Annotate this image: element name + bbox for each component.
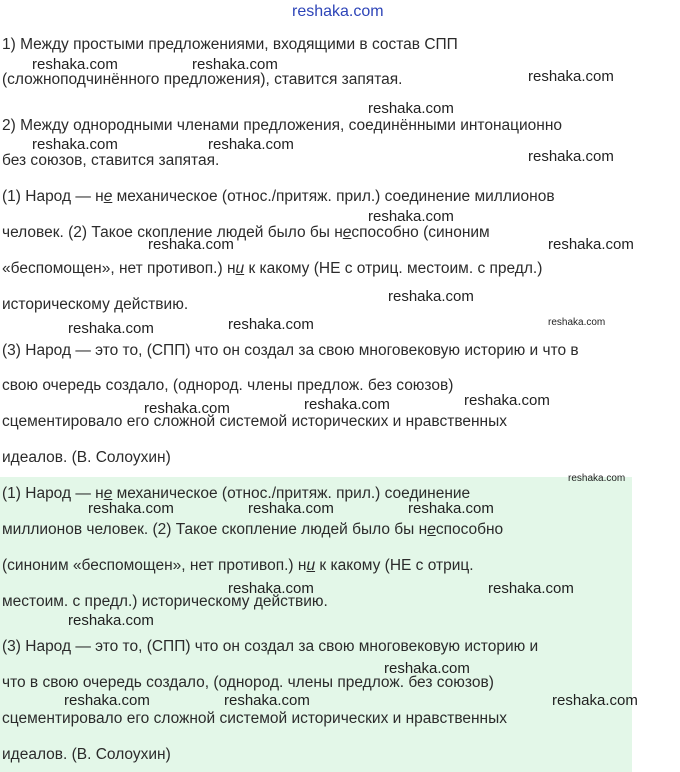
analysis-line-5: (3) Народ — это то, (СПП) что он создал за свою многовековую историю и что в [2, 342, 579, 359]
answer-line-5: (3) Народ — это то, (СПП) что он создал за свою многовековую историю и [2, 638, 539, 655]
watermark: reshaka.com [228, 316, 314, 333]
watermark: reshaka.com [32, 56, 118, 73]
analysis-line-2: человек. (2) Такое скопление людей было бы неспособно (синоним [2, 224, 490, 241]
watermark: reshaka.com [304, 396, 390, 413]
watermark: reshaka.com [88, 500, 174, 517]
answer-line-2: миллионов человек. (2) Такое скопление людей было бы неспособно [2, 521, 504, 538]
answer-line-7: сцементировало его сложной системой исторических и нравственных [2, 710, 508, 727]
analysis-line-3: «беспомощен», нет противоп.) ни к какому (НЕ с отриц. местоим. с предл.) [2, 260, 543, 277]
watermark: reshaka.com [552, 692, 638, 709]
watermark: reshaka.com [224, 692, 310, 709]
answer-line-1: (1) Народ — не механическое (относ./притяж. прил.) соединение [2, 485, 471, 502]
analysis-line-1: (1) Народ — не механическое (относ./притяж. прил.) соединение миллионов [2, 188, 555, 205]
rule-2-line-2: без союзов, ставится запятая. [2, 152, 220, 169]
answer-line-8: идеалов. (В. Солоухин) [2, 746, 171, 763]
watermark: reshaka.com [292, 3, 384, 20]
watermark: reshaka.com [384, 660, 470, 677]
watermark: reshaka.com [64, 692, 150, 709]
watermark: reshaka.com [548, 317, 606, 328]
watermark: reshaka.com [368, 208, 454, 225]
watermark: reshaka.com [68, 320, 154, 337]
watermark: reshaka.com [32, 136, 118, 153]
answer-line-4: местоим. с предл.) историческому действию. [2, 593, 328, 610]
watermark: reshaka.com [144, 400, 230, 417]
watermark: reshaka.com [388, 288, 474, 305]
analysis-line-4: историческому действию. [2, 296, 189, 313]
letter-mark: е [103, 188, 113, 205]
letter-mark: е [103, 485, 113, 502]
watermark: reshaka.com [368, 100, 454, 117]
watermark: reshaka.com [488, 580, 574, 597]
watermark: reshaka.com [528, 68, 614, 85]
analysis-line-8: идеалов. (В. Солоухин) [2, 449, 171, 466]
answer-line-3: (синоним «беспомощен», нет противоп.) ни к какому (НЕ с отриц. [2, 557, 474, 574]
letter-mark: и [235, 260, 245, 277]
watermark: reshaka.com [408, 500, 494, 517]
watermark: reshaka.com [548, 236, 634, 253]
watermark: reshaka.com [208, 136, 294, 153]
watermark: reshaka.com [464, 392, 550, 409]
letter-mark: е [342, 224, 352, 241]
watermark: reshaka.com [68, 612, 154, 629]
rule-2-line-1: 2) Между однородными членами предложения, соединёнными интонационно [2, 117, 563, 134]
watermark: reshaka.com [192, 56, 278, 73]
rule-1-line-2: (сложноподчинённого предложения), ставится запятая. [2, 71, 403, 88]
letter-mark: и [306, 557, 316, 574]
rule-1-line-1: 1) Между простыми предложениями, входящими в состав СПП [2, 36, 458, 53]
watermark: reshaka.com [148, 236, 234, 253]
watermark: reshaka.com [568, 473, 626, 484]
watermark: reshaka.com [228, 580, 314, 597]
letter-mark: е [427, 521, 436, 538]
analysis-line-7: сцементировало его сложной системой исторических и нравственных [2, 413, 508, 430]
answer-line-6: что в свою очередь создало, (однород. члены предлож. без союзов) [2, 674, 494, 691]
watermark: reshaka.com [528, 148, 614, 165]
watermark: reshaka.com [248, 500, 334, 517]
analysis-line-6: свою очередь создало, (однород. члены предлож. без союзов) [2, 377, 454, 394]
